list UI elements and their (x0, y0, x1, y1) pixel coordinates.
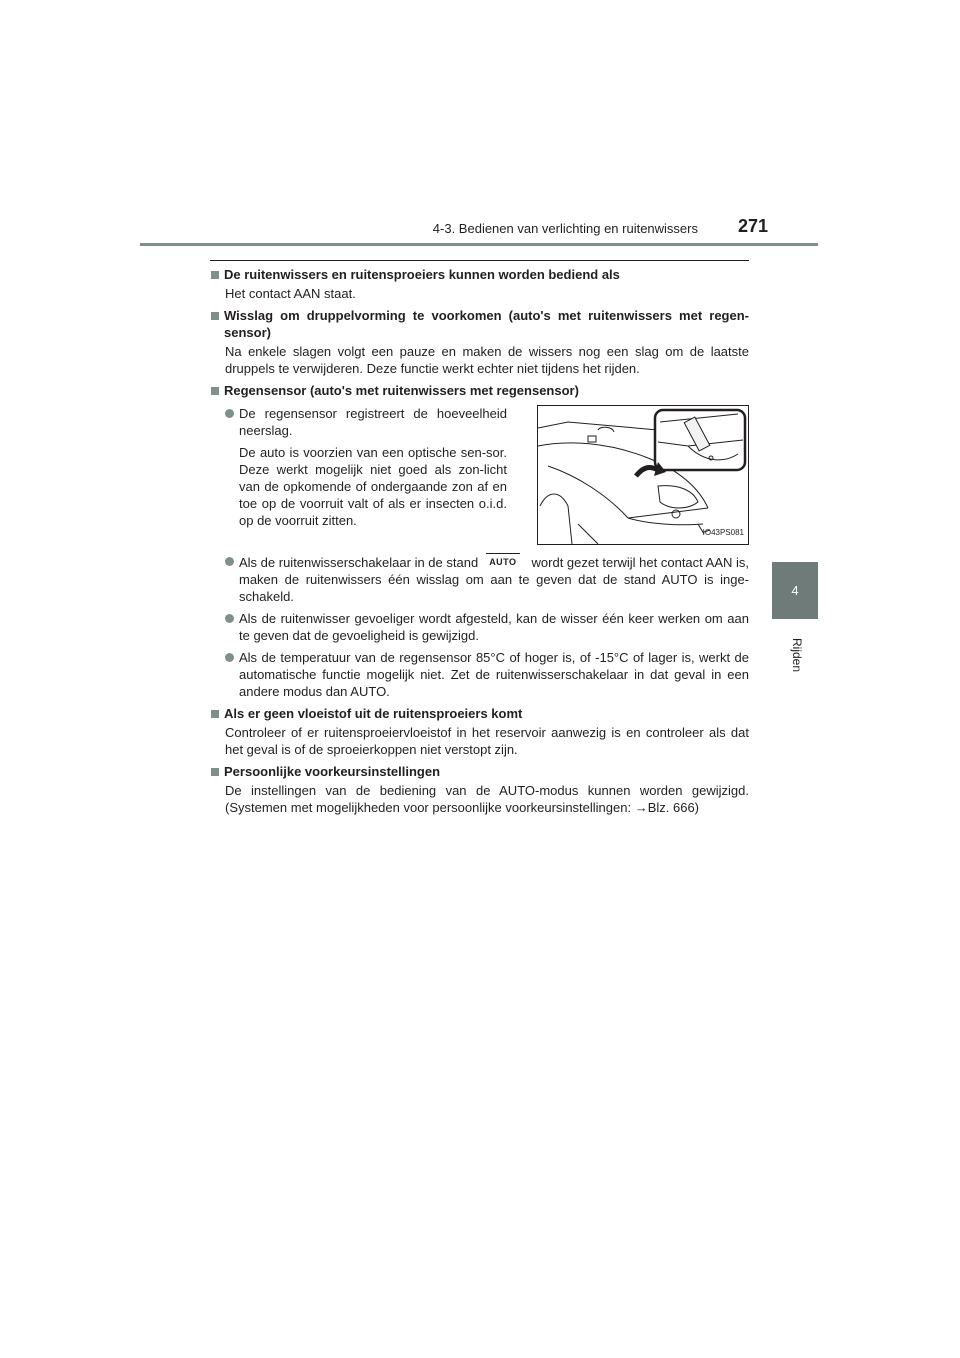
bullet-text: Als de temperatuur van de regensensor 85°C of hoger is, of -15°C of lager is, werkt de automatische functie mogelijk niet. Zet de ruitenwisserschakelaar in dat geval in een andere modus dan AUTO. (239, 650, 749, 699)
section-rain-sensor (211, 382, 749, 700)
rain-sensor-row (211, 405, 749, 545)
round-bullet-icon (225, 614, 234, 623)
section-body: Na enkele slagen volgt een pauze en maken de wissers nog een slag om de laatste druppels te verwijderen. Deze functie werkt echter niet tijdens het rijden. (225, 344, 749, 376)
section-heading: Wisslag om druppelvorming te voorkomen (auto's met ruitenwissers met regen-sensor) (224, 308, 749, 340)
bullet-item (225, 649, 749, 700)
square-bullet-icon (211, 271, 219, 279)
section-title: 4-3. Bedienen van verlichting en ruitenwissers (432, 221, 698, 236)
section-drip-wipe (211, 307, 749, 377)
section-operation-conditions (211, 266, 749, 302)
section-body: De instellingen van de bediening van de AUTO-modus kunnen worden gewijzigd. (Systemen met mogelijkheden voor persoonlijke voorkeursinstellingen: →Blz. 666) (225, 783, 749, 815)
bullet-item (225, 405, 507, 529)
auto-switch-symbol: AUTO (486, 553, 519, 571)
bullet-text: De auto is voorzien van een optische sen-sor. Deze werkt mogelijk niet goed als zon-licht van de opkomende of ondergaande zon af en toe op de voorruit valt of als er insecten o.i.d. op de voorruit zitten. (239, 445, 507, 528)
bullet-item (225, 553, 749, 605)
section-heading: Persoonlijke voorkeursinstellingen (224, 764, 441, 779)
round-bullet-icon (225, 653, 234, 662)
section-body: Het contact AAN staat. (225, 286, 356, 301)
section-heading: De ruitenwissers en ruitensproeiers kunnen worden bediend als (224, 267, 620, 282)
page-content (211, 266, 749, 821)
rain-sensor-bullets (211, 553, 749, 700)
chapter-tab: 4 (772, 562, 818, 619)
square-bullet-icon (211, 768, 219, 776)
bullet-item (225, 610, 749, 644)
content-rule (210, 260, 749, 261)
square-bullet-icon (211, 710, 219, 718)
page-number: 271 (738, 216, 769, 236)
bullet-text: wordt gezet terwijl het contact AAN is, maken de ruitenwissers één wisslag om aan te geven dat de stand AUTO is inge-schakeld. (239, 555, 750, 604)
rain-sensor-illustration (537, 405, 749, 545)
bullet-text: Als de ruitenwisser gevoeliger wordt afgesteld, kan de wisser één keer werken om aan te geven dat de gevoeligheid is gewijzigd. (239, 611, 749, 643)
section-heading: Als er geen vloeistof uit de ruitensproeiers komt (224, 706, 523, 721)
header-rule (140, 243, 818, 246)
section-heading: Regensensor (auto's met ruitenwissers met regensensor) (224, 383, 579, 398)
figure-code: IO43PS081 (702, 528, 744, 537)
round-bullet-icon (225, 409, 234, 418)
bullet-text: Als de ruitenwisserschakelaar in de stand (239, 555, 479, 570)
round-bullet-icon (225, 557, 234, 566)
chapter-label (787, 626, 803, 686)
chapter-label-text: Rijden (790, 637, 804, 673)
square-bullet-icon (211, 312, 219, 320)
bullet-text: De regensensor registreert de hoeveelheid neerslag. (239, 406, 507, 438)
rain-sensor-text (211, 405, 507, 545)
section-personal-settings (211, 763, 749, 816)
square-bullet-icon (211, 387, 219, 395)
section-body: Controleer of er ruitensproeiervloeistof in het reservoir aanwezig is en controleer als dat het geval is of de sproeierkoppen niet verstopt zijn. (225, 725, 749, 757)
section-no-washer-fluid (211, 705, 749, 758)
